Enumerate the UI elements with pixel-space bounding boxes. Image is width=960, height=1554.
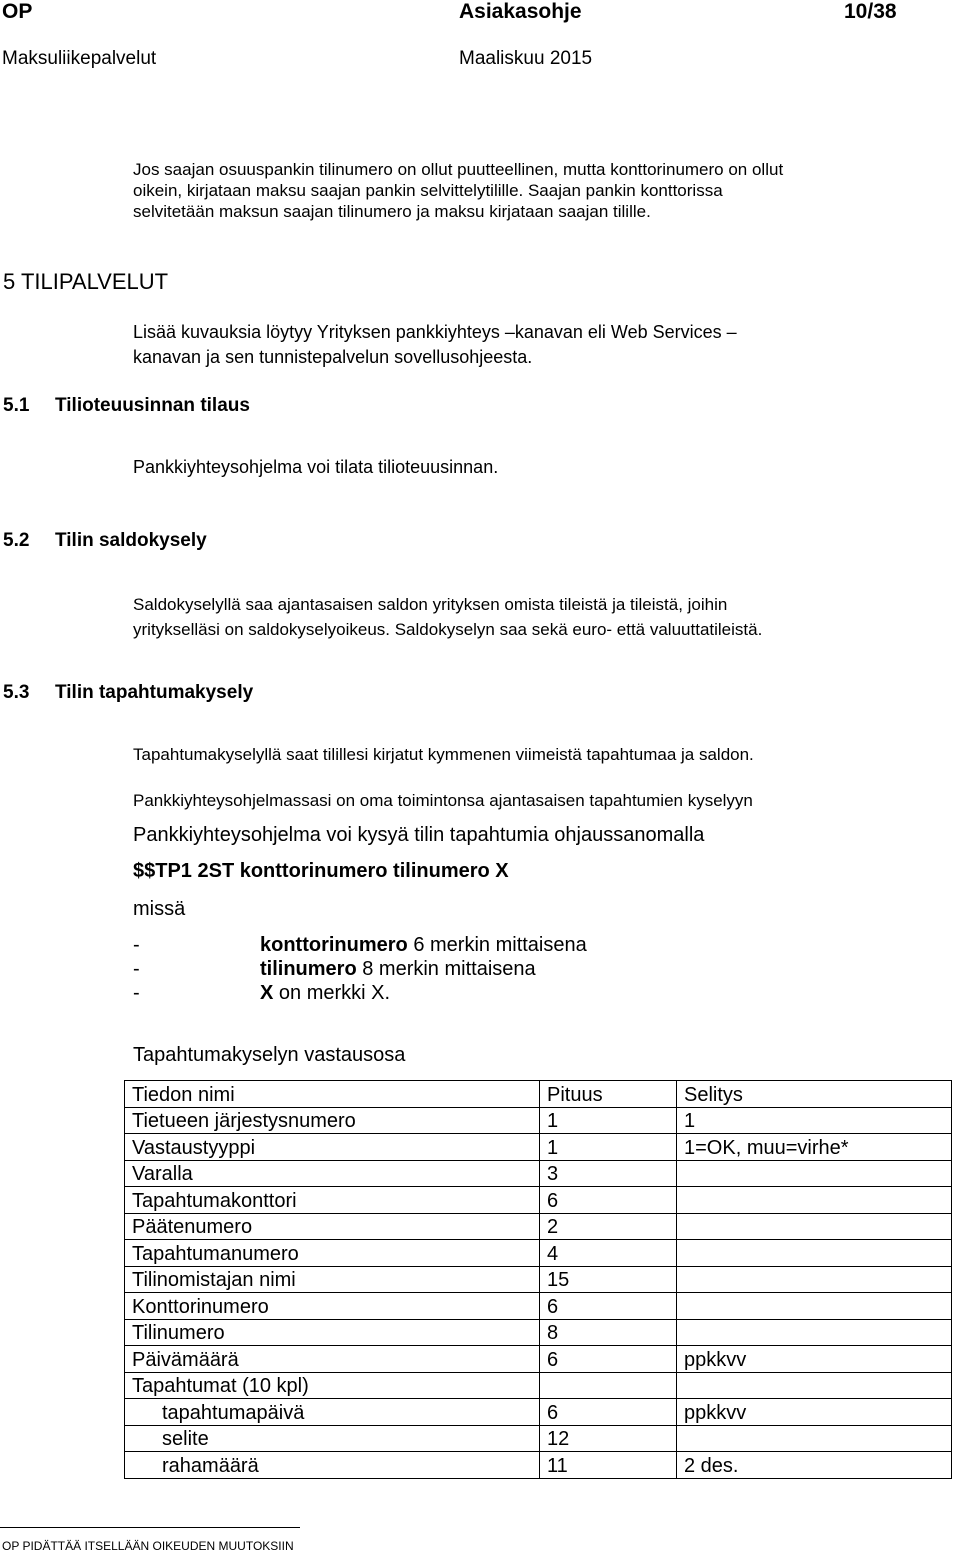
cell-length: 8 — [540, 1319, 677, 1346]
cell-length — [540, 1372, 677, 1399]
cell-name: Päivämäärä — [125, 1346, 540, 1373]
section-5-2-line: yritykselläsi on saldokyselyoikeus. Saldokyselyn saa sekä euro- että valuuttatileistä. — [133, 620, 763, 639]
section-number: 5.1 — [3, 395, 30, 416]
cell-desc — [677, 1213, 952, 1240]
table-row — [125, 1266, 952, 1293]
command-syntax: $$TP1 2ST konttorinumero tilinumero X — [133, 860, 509, 882]
cell-length: 4 — [540, 1240, 677, 1267]
section-5-paragraph — [133, 320, 737, 370]
table-row — [125, 1452, 952, 1479]
table-row — [125, 1107, 952, 1134]
cell-length: 11 — [540, 1452, 677, 1479]
cell-length: 12 — [540, 1425, 677, 1452]
definition-term: konttorinumero — [260, 934, 408, 956]
response-table — [124, 1080, 952, 1479]
cell-name: Varalla — [125, 1160, 540, 1187]
cell-length: 3 — [540, 1160, 677, 1187]
section-5-3-paragraph-3: Pankkiyhteysohjelma voi kysyä tilin tapahtumia ohjaussanomalla — [133, 824, 705, 846]
document-type: Asiakasohje — [459, 0, 582, 23]
footer-text: OP PIDÄTTÄÄ ITSELLÄÄN OIKEUDEN MUUTOKSIIN — [2, 1539, 294, 1553]
cell-desc — [677, 1160, 952, 1187]
cell-name: Tilinumero — [125, 1319, 540, 1346]
cell-desc: ppkkvv — [677, 1346, 952, 1373]
table-row — [125, 1425, 952, 1452]
cell-desc — [677, 1266, 952, 1293]
table-row — [125, 1319, 952, 1346]
table-header-row — [125, 1081, 952, 1108]
table-row — [125, 1372, 952, 1399]
table-row — [125, 1213, 952, 1240]
cell-length: 15 — [540, 1266, 677, 1293]
cell-desc — [677, 1425, 952, 1452]
list-dash: - — [133, 982, 140, 1004]
cell-name: Vastaustyyppi — [125, 1134, 540, 1161]
section-title: Tilin saldokysely — [55, 530, 207, 551]
header-cell: Selitys — [677, 1081, 952, 1108]
cell-length: 6 — [540, 1293, 677, 1320]
cell-desc — [677, 1293, 952, 1320]
intro-line: oikein, kirjataan maksu saajan pankin selvittelytilille. Saajan pankin konttorissa — [133, 181, 723, 200]
cell-desc: 1=OK, muu=virhe* — [677, 1134, 952, 1161]
where-label: missä — [133, 898, 186, 920]
cell-name: rahamäärä — [125, 1452, 540, 1479]
cell-length: 2 — [540, 1213, 677, 1240]
cell-name: Tapahtumakonttori — [125, 1187, 540, 1214]
cell-desc: 2 des. — [677, 1452, 952, 1479]
cell-desc — [677, 1319, 952, 1346]
cell-desc — [677, 1240, 952, 1267]
cell-name: Konttorinumero — [125, 1293, 540, 1320]
cell-name: tapahtumapäivä — [125, 1399, 540, 1426]
table-row — [125, 1160, 952, 1187]
cell-desc — [677, 1372, 952, 1399]
definition-desc: 8 merkin mittaisena — [356, 958, 536, 980]
intro-line: selvitetään maksun saajan tilinumero ja maksu kirjataan saajan tilille. — [133, 202, 651, 221]
cell-desc — [677, 1187, 952, 1214]
definition-desc: on merkki X. — [273, 982, 391, 1004]
section-number: 5.3 — [3, 682, 30, 703]
company-name: OP — [2, 0, 33, 23]
section-5-1-heading — [3, 395, 250, 417]
intro-line: Jos saajan osuuspankin tilinumero on ollut puutteellinen, mutta konttorinumero on ollut — [133, 160, 784, 179]
table-row — [125, 1240, 952, 1267]
section-5-3-paragraph-2: Pankkiyhteysohjelmassasi on oma toimintonsa ajantasaisen tapahtumien kyselyyn — [133, 791, 753, 810]
page-number: 10/38 — [844, 0, 897, 23]
section-title: Tilioteuusinnan tilaus — [55, 395, 250, 416]
cell-length: 6 — [540, 1346, 677, 1373]
section-5-3-heading — [3, 682, 253, 704]
cell-length: 6 — [540, 1399, 677, 1426]
header-cell: Tiedon nimi — [125, 1081, 540, 1108]
cell-desc: ppkkvv — [677, 1399, 952, 1426]
definition-desc: 6 merkin mittaisena — [407, 934, 587, 956]
definition-list — [133, 934, 733, 1014]
header-cell: Pituus — [540, 1081, 677, 1108]
cell-length: 1 — [540, 1107, 677, 1134]
cell-length: 6 — [540, 1187, 677, 1214]
table-row — [125, 1346, 952, 1373]
table-row — [125, 1399, 952, 1426]
table-caption: Tapahtumakyselyn vastausosa — [133, 1044, 406, 1066]
cell-name: Tapahtumanumero — [125, 1240, 540, 1267]
section-5-2-paragraph — [133, 592, 762, 642]
list-dash: - — [133, 958, 140, 980]
definition-term: tilinumero — [260, 958, 357, 980]
cell-length: 1 — [540, 1134, 677, 1161]
section-5-line: Lisää kuvauksia löytyy Yrityksen pankkiyhteys –kanavan eli Web Services – — [133, 322, 737, 342]
cell-name: Tietueen järjestysnumero — [125, 1107, 540, 1134]
cell-name: Päätenumero — [125, 1213, 540, 1240]
cell-desc: 1 — [677, 1107, 952, 1134]
section-5-heading: 5 TILIPALVELUT — [3, 269, 169, 294]
cell-name: Tilinomistajan nimi — [125, 1266, 540, 1293]
section-number: 5.2 — [3, 530, 30, 551]
department: Maksuliikepalvelut — [2, 48, 157, 69]
section-5-1-text: Pankkiyhteysohjelma voi tilata tilioteuusinnan. — [133, 457, 499, 477]
section-5-2-heading — [3, 530, 207, 552]
list-dash: - — [133, 934, 140, 956]
section-title: Tilin tapahtumakysely — [55, 682, 254, 703]
table-row — [125, 1187, 952, 1214]
cell-name: selite — [125, 1425, 540, 1452]
cell-name: Tapahtumat (10 kpl) — [125, 1372, 540, 1399]
table-row — [125, 1293, 952, 1320]
footer-divider — [0, 1527, 300, 1528]
section-5-2-line: Saldokyselyllä saa ajantasaisen saldon yrityksen omista tileistä ja tileistä, joihin — [133, 595, 728, 614]
section-5-line: kanavan ja sen tunnistepalvelun sovellusohjeesta. — [133, 347, 533, 367]
definition-term: X — [260, 982, 274, 1004]
table-row — [125, 1134, 952, 1161]
section-5-3-paragraph-1: Tapahtumakyselyllä saat tilillesi kirjatut kymmenen viimeistä tapahtumaa ja saldon. — [133, 745, 754, 764]
document-date: Maaliskuu 2015 — [459, 48, 593, 69]
intro-paragraph — [133, 159, 783, 222]
